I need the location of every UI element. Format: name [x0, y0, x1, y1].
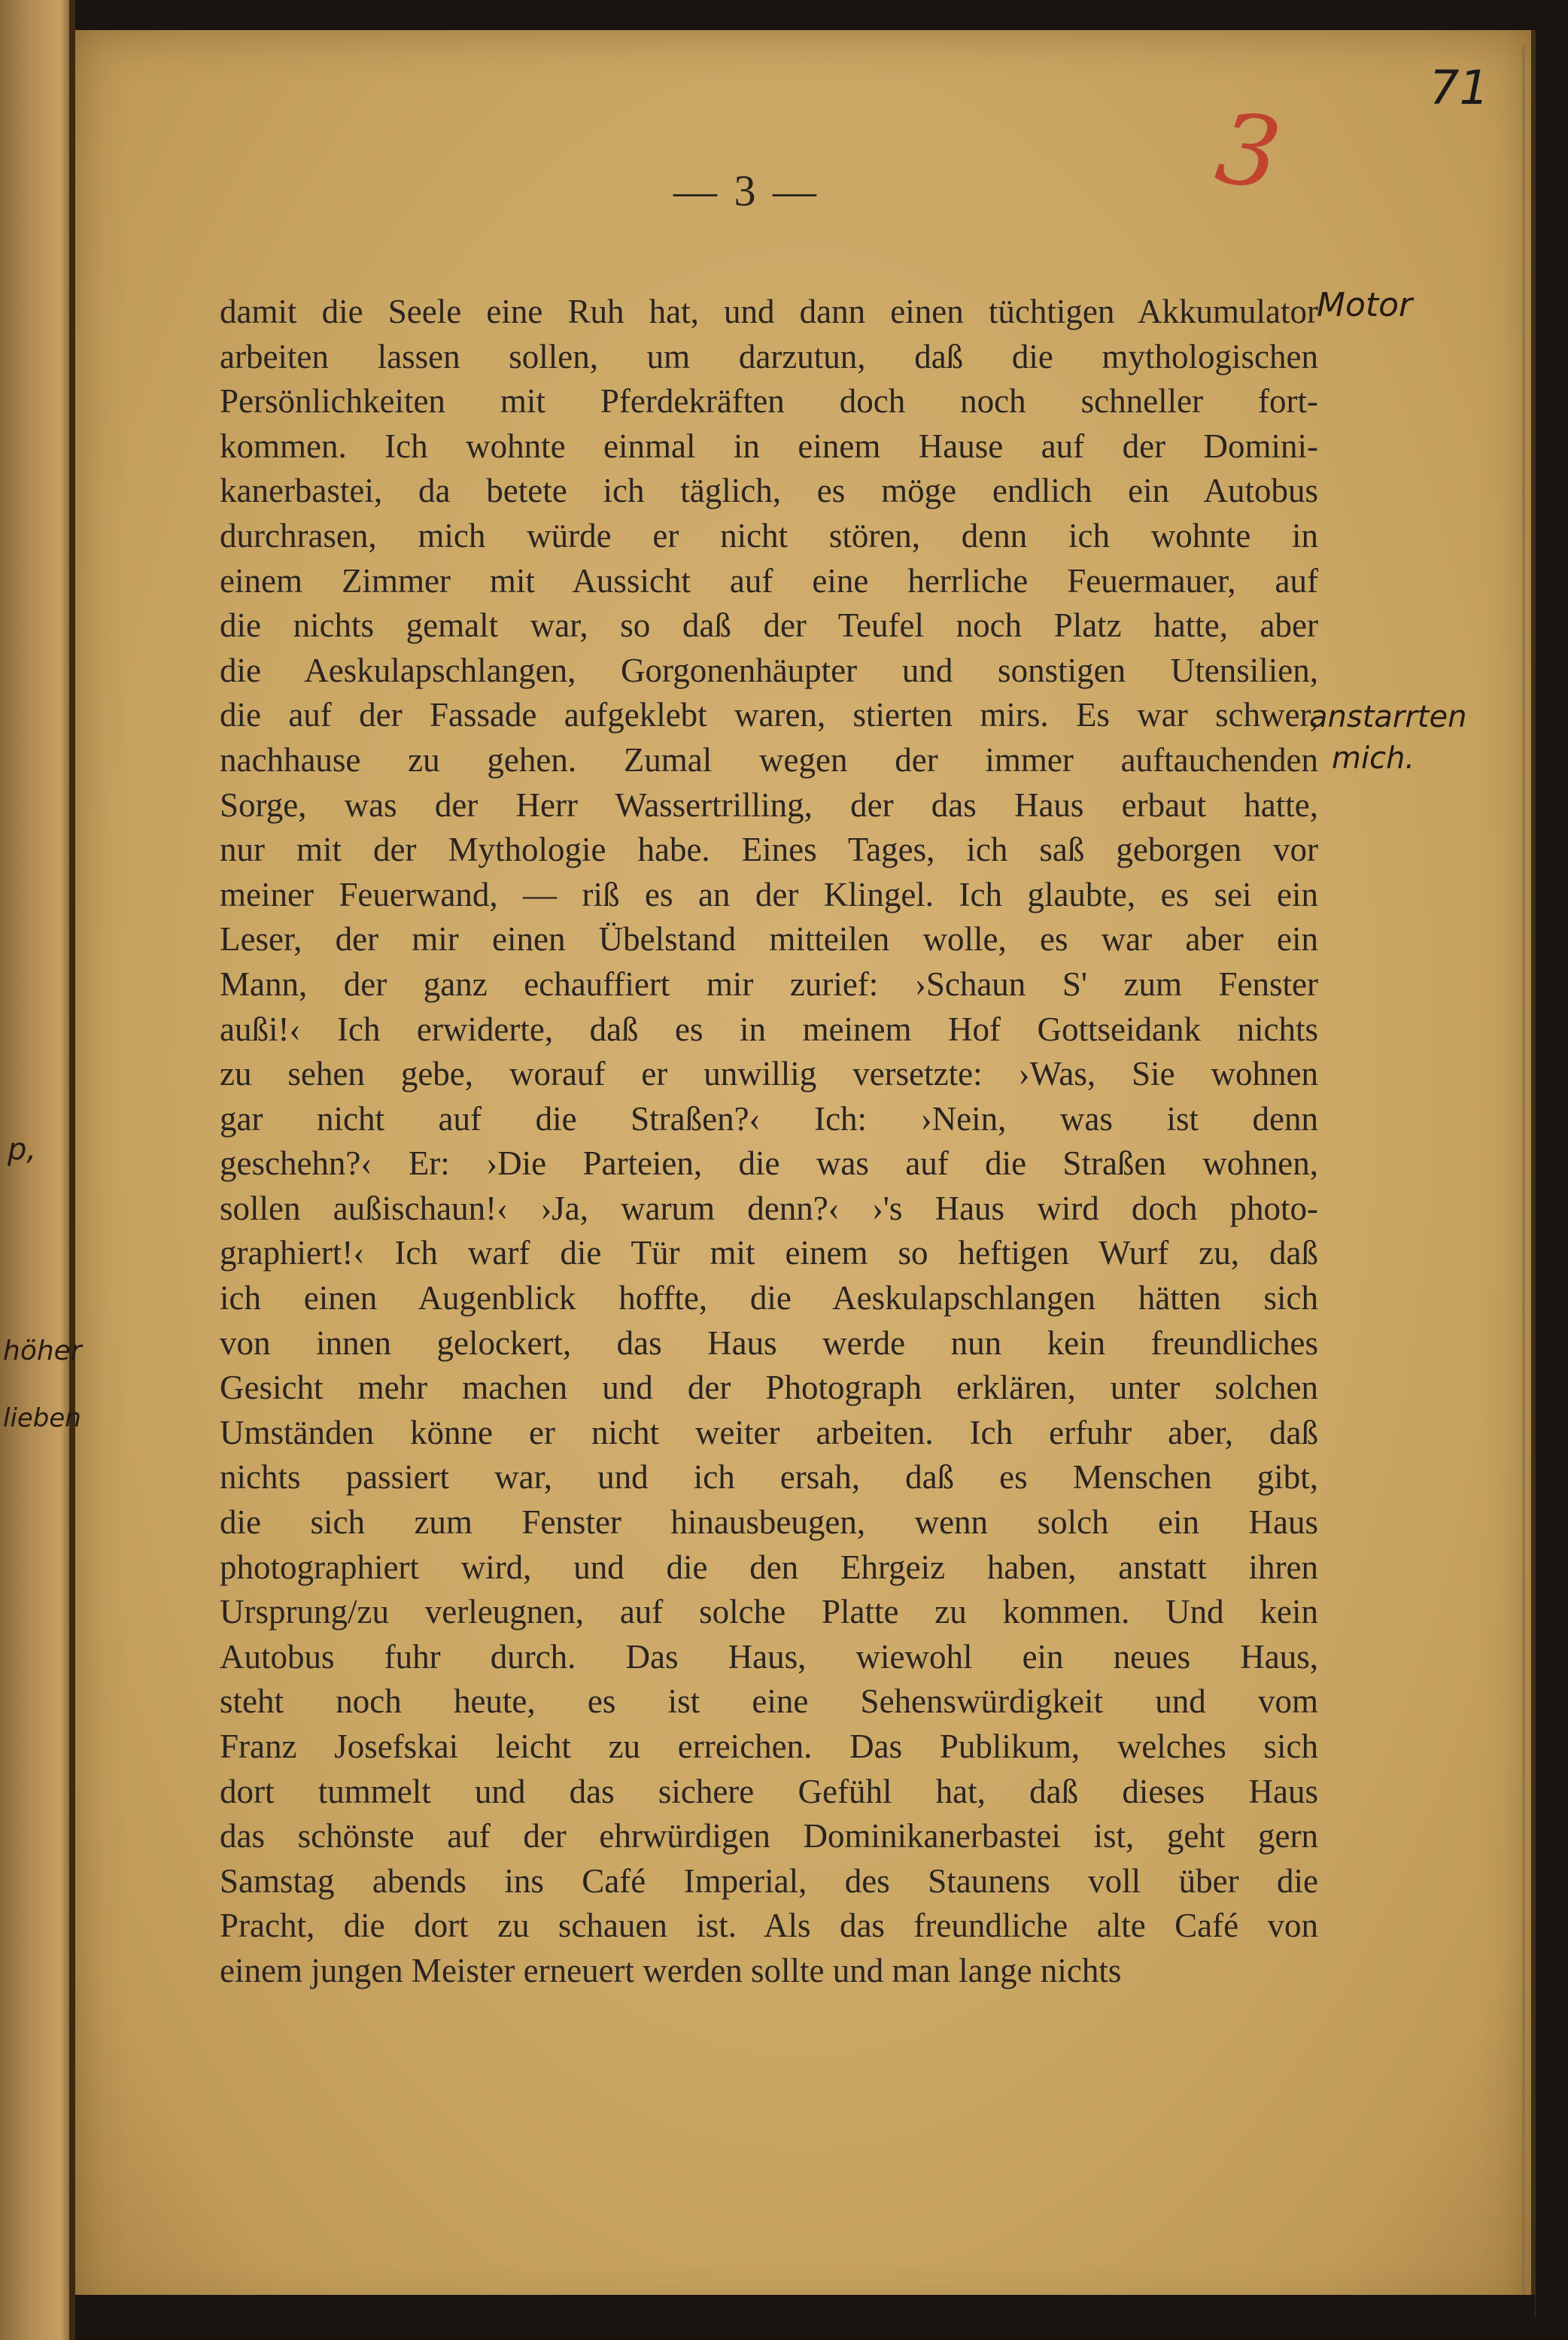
dark-background-bottom: [75, 2295, 1535, 2340]
text-line: Umständen könne er nicht weiter arbeiten. Ich erfuhr aber, daß: [220, 1413, 1318, 1451]
margin-note-anstarrten: anstarrten: [1309, 700, 1467, 734]
text-line: photographiert wird, und die den Ehrgeiz haben, anstatt ihren: [220, 1548, 1318, 1586]
text-line: einem jungen Meister erneuert werden sollte und man lange nichts: [220, 1951, 1122, 1989]
text-line: zu sehen gebe, worauf er unwillig versetzte: ›Was, Sie wohnen: [220, 1055, 1318, 1093]
text-line: sollen außischaun!‹ ›Ja, warum denn?‹ ›'s Haus wird doch photo-: [220, 1189, 1318, 1227]
text-line: Persönlichkeiten mit Pferdekräften doch noch schneller fort-: [220, 382, 1318, 421]
margin-note-mich: mich.: [1332, 741, 1415, 776]
text-line: ich einen Augenblick hoffte, die Aeskulapschlangen hätten sich: [220, 1279, 1318, 1317]
text-line: von innen gelockert, das Haus werde nun kein freundliches: [220, 1323, 1318, 1362]
text-line: außi!‹ Ich erwiderte, daß es in meinem Hof Gottseidank nichts: [220, 1010, 1318, 1048]
text-line: das schönste auf der ehrwürdigen Dominikanerbastei ist, geht gern: [220, 1817, 1318, 1855]
text-line: die Aeskulapschlangen, Gorgonenhäupter und sonstigen Utensilien,: [220, 651, 1318, 689]
text-line: Ursprung/zu verleugnen, auf solche Platte zu kommen. Und kein: [220, 1593, 1318, 1631]
text-line: geschehn?‹ Er: ›Die Parteien, die was auf die Straßen wohnen,: [220, 1144, 1318, 1183]
text-line: graphiert!‹ Ich warf die Tür mit einem so heftigen Wurf zu, daß: [220, 1234, 1318, 1272]
text-line: Franz Josefskai leicht zu erreichen. Das Publikum, welches sich: [220, 1728, 1318, 1765]
text-line: meiner Feuerwand, — riß es an der Klingel. Ich glaubte, es sei ein: [220, 875, 1318, 913]
text-line: die sich zum Fenster hinausbeugen, wenn solch ein Haus: [220, 1503, 1318, 1542]
text-line: Samstag abends ins Café Imperial, des Staunens voll über die: [220, 1861, 1318, 1900]
margin-note-left-p: p,: [8, 1132, 37, 1167]
text-line: durchrasen, mich würde er nicht stören, denn ich wohnte in: [220, 516, 1318, 555]
text-line: die auf der Fassade aufgeklebt waren, stierten mirs. Es war schwer,: [220, 696, 1318, 734]
text-line: nur mit der Mythologie habe. Eines Tages, ich saß geborgen vor: [220, 831, 1318, 869]
text-line: kanerbastei, da betete ich täglich, es möge endlich ein Autobus: [220, 472, 1318, 510]
text-line: Gesicht mehr machen und der Photograph erklären, unter solchen: [220, 1369, 1318, 1407]
text-line: damit die Seele eine Ruh hat, und dann einen tüchtigen Akkumulator: [220, 293, 1318, 330]
archive-stamp-number: 71: [1430, 60, 1489, 115]
text-line: Leser, der mir einen Übelstand mitteilen wolle, es war aber ein: [220, 920, 1318, 959]
text-line: gar nicht auf die Straßen?‹ Ich: ›Nein, was ist denn: [220, 1099, 1318, 1138]
margin-note-left-hoher: höher: [3, 1336, 82, 1366]
page-number: — 3 —: [673, 166, 819, 215]
text-line: Mann, der ganz echauffiert mir zurief: ›Schaun S' zum Fenster: [220, 965, 1318, 1003]
text-line: steht noch heute, es ist eine Sehenswürdigkeit und vom: [220, 1682, 1318, 1721]
text-line: einem Zimmer mit Aussicht auf eine herrliche Feuermauer, auf: [220, 561, 1318, 600]
text-line: kommen. Ich wohnte einmal in einem Hause auf der Domini-: [220, 427, 1318, 465]
text-line: Autobus fuhr durch. Das Haus, wiewohl ein neues Haus,: [220, 1637, 1318, 1676]
main-text-block: [220, 290, 1318, 1994]
margin-note-left-lieben: lieben: [3, 1403, 81, 1433]
text-line: Sorge, was der Herr Wassertrilling, der das Haus erbaut hatte,: [220, 786, 1318, 824]
book-gutter: [69, 0, 75, 2340]
text-line: nichts passiert war, und ich ersah, daß es Menschen gibt,: [220, 1458, 1318, 1497]
red-archive-mark: 3: [1209, 90, 1287, 213]
text-line: arbeiten lassen sollen, um darzutun, daß die mythologischen: [220, 337, 1318, 375]
left-page-edge: [0, 0, 75, 2340]
text-line: die nichts gemalt war, so daß der Teufel noch Platz hatte, aber: [220, 606, 1318, 645]
margin-note-motor: Motor: [1317, 286, 1413, 324]
text-line: Pracht, die dort zu schauen ist. Als das freundliche alte Café von: [220, 1907, 1318, 1945]
text-line: nachhause zu gehen. Zumal wegen der immer auftauchenden: [220, 740, 1318, 779]
page-edge-shadow: [1522, 45, 1525, 2295]
text-line: dort tummelt und das sichere Gefühl hat, daß dieses Haus: [220, 1772, 1318, 1810]
